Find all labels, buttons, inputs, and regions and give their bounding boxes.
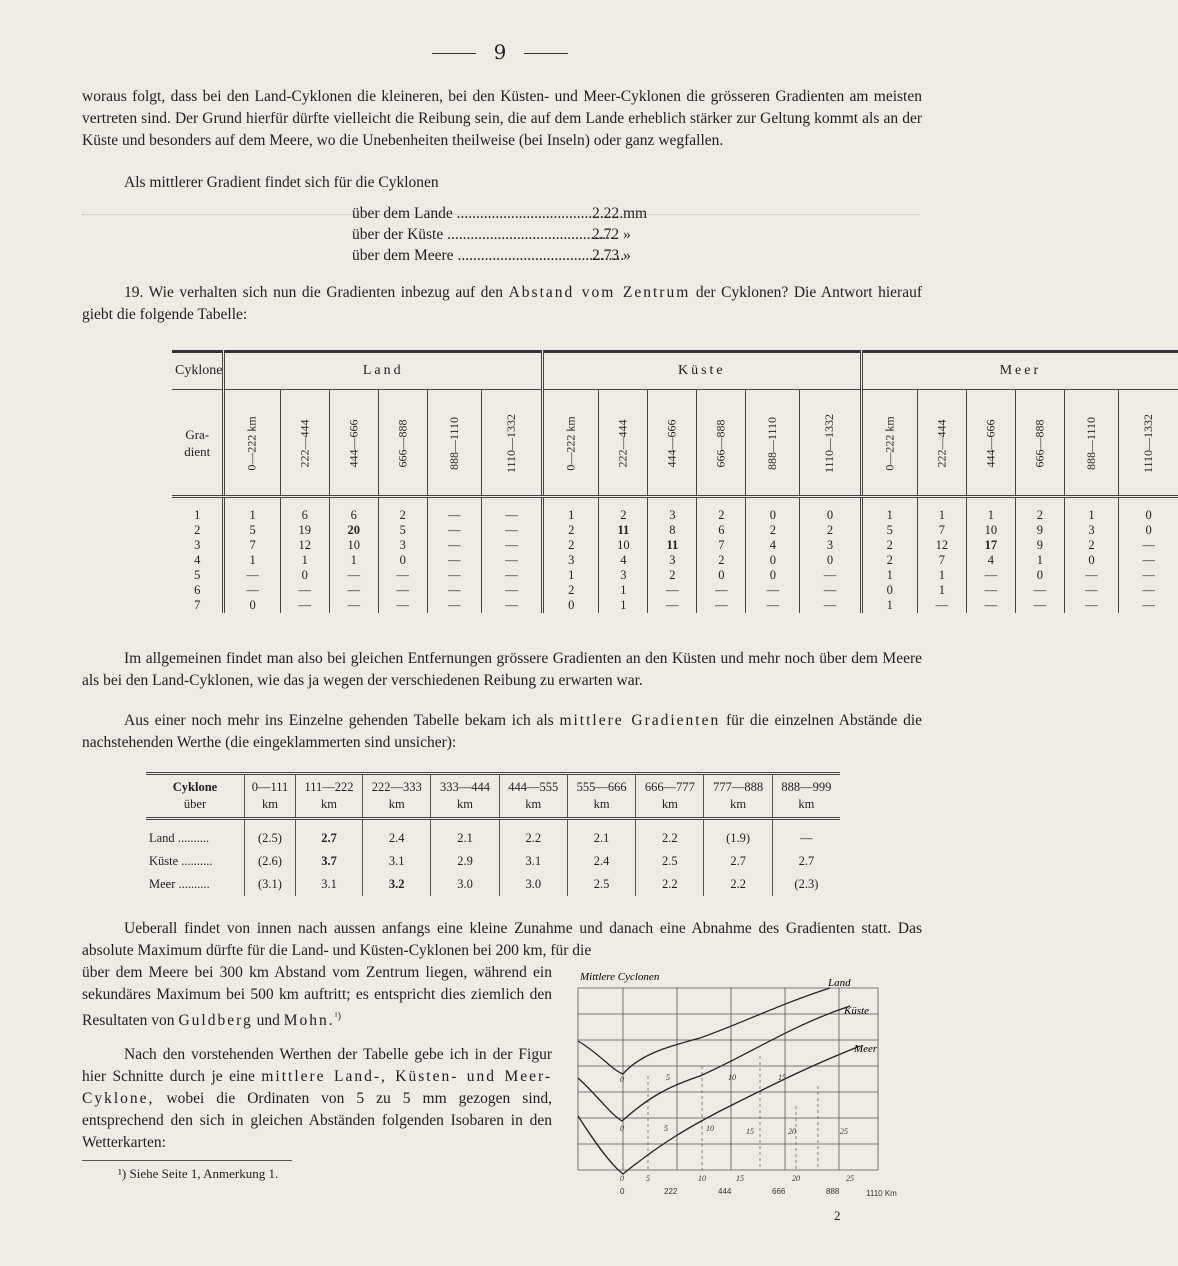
table-row — [172, 538, 1178, 553]
svg-text:888: 888 — [826, 1187, 840, 1196]
table-cell: 1 — [543, 568, 599, 583]
svg-text:222: 222 — [664, 1187, 678, 1196]
gradient-cell: 1 — [194, 508, 201, 522]
table-cell: 3 — [378, 538, 427, 553]
paragraph-5: Aus einer noch mehr ins Einzelne gehenden Tabelle bekam ich als mittlere Gradienten für die einzelnen Abstände die nachstehenden Werthe (die eingeklammerten sind unsicher): — [82, 712, 923, 751]
table-cell: 2 — [746, 523, 800, 538]
table-cell: 7 — [224, 538, 280, 553]
table-cell: — — [746, 583, 800, 598]
table-cell: 12 — [917, 538, 966, 553]
table-cell: 4 — [966, 553, 1015, 568]
table-cell: 0 — [746, 553, 800, 568]
gradient-distance-table: Cyklone Land Küste Meer Gra- dient 0—222 km 222—444 444—666 666—888 888—1110 1110—1332 0—222 km 222—444 444—666 666—888 888—1110 1110—1332 0—222 km 222—444 444—666 666—888 888—1110 1110—1332 1 1 6 6 2 — — 1 2 3 2 0 0 1 1 1 2 1 0 2 5 19 20 5 — — 2 11 8 6 2 2 5 7 10 9 3 0 3 7 12 10 3 — — 2 10 11 7 4 3 2 12 17 9 2 — 4 1 1 1 0 — — 3 4 3 2 0 0 2 7 4 1 0 — 5 — 0 — — — — 1 3 2 0 0 — 1 1 — 0 — — 6 — — — — — — 2 1 — — — — 0 1 — — — — 7 0 — — — — — 0 1 — — — — 1 — — — — — — [172, 350, 1178, 613]
table-cell: — — [1119, 538, 1178, 553]
table-cell: 3.0 — [499, 873, 567, 896]
table-cell: 2 — [1015, 497, 1064, 524]
table-cell: 2 — [697, 553, 746, 568]
table-cell: — — [966, 568, 1015, 583]
table-row — [172, 583, 1178, 598]
table-cell: — — [1119, 583, 1178, 598]
table-cell: 11 — [599, 523, 648, 538]
table-cell: — — [481, 568, 542, 583]
row-label: Meer .......... — [149, 877, 210, 891]
table-cell: 2 — [543, 583, 599, 598]
table-cell: 1 — [1064, 497, 1118, 524]
page-number: 9 — [0, 40, 1000, 64]
svg-text:10: 10 — [706, 1124, 714, 1133]
table-cell: 1 — [861, 598, 917, 613]
svg-text:20: 20 — [788, 1127, 796, 1136]
table-cell: 1 — [917, 568, 966, 583]
table-cell: 1 — [861, 568, 917, 583]
paragraph-3: 19. Wie verhalten sich nun die Gradienten inbezug auf den Abstand vom Zentrum der Cyklonen? Die Antwort hierauf giebt die folgende Tabelle: — [82, 284, 923, 323]
table-cell: (2.5) — [245, 819, 296, 851]
table-cell: — — [1064, 598, 1118, 613]
table-cell: 0 — [1119, 523, 1178, 538]
table-cell: 3 — [648, 553, 697, 568]
svg-text:0: 0 — [620, 1187, 625, 1196]
table-cell: 11 — [648, 538, 697, 553]
table-cell: — — [1119, 553, 1178, 568]
table-cell: 3 — [648, 497, 697, 524]
table-cell: — — [280, 583, 329, 598]
table-cell: — — [648, 598, 697, 613]
table-cell: 10 — [329, 538, 378, 553]
table-row — [172, 568, 1178, 583]
table-cell: 2.4 — [363, 819, 431, 851]
table-cell: (1.9) — [704, 819, 772, 851]
table-cell: — — [917, 598, 966, 613]
table-cell: 3.1 — [363, 850, 431, 873]
svg-text:5: 5 — [664, 1124, 668, 1133]
svg-text:0: 0 — [620, 1124, 624, 1133]
table-row — [146, 819, 840, 851]
svg-text:15: 15 — [746, 1127, 754, 1136]
table-cell: — — [378, 598, 427, 613]
table-cell: — — [329, 583, 378, 598]
table-cell: (2.6) — [245, 850, 296, 873]
table-cell: 1 — [861, 497, 917, 524]
table-cell: — — [378, 568, 427, 583]
svg-text:25: 25 — [840, 1127, 848, 1136]
table-cell: 10 — [599, 538, 648, 553]
table-cell: 2.5 — [567, 873, 635, 896]
table-cell: 2 — [599, 497, 648, 524]
table-cell: — — [772, 819, 840, 851]
kueste-curve — [578, 1006, 850, 1121]
table-cell: 2.7 — [772, 850, 840, 873]
table-cell: — — [800, 598, 861, 613]
table-cell: — — [427, 598, 481, 613]
table-cell: 1 — [224, 553, 280, 568]
cyclone-profile-figure — [560, 966, 900, 1216]
table-cell: 19 — [280, 523, 329, 538]
mean-gradient-list — [352, 205, 662, 268]
table-cell: — — [1015, 598, 1064, 613]
table-cell: — — [648, 583, 697, 598]
table-cell: 3.7 — [295, 850, 362, 873]
table-cell: 9 — [1015, 538, 1064, 553]
table-cell: 2 — [800, 523, 861, 538]
table-cell: 2.2 — [636, 873, 704, 896]
svg-text:10: 10 — [728, 1073, 736, 1082]
table-cell: — — [481, 523, 542, 538]
svg-text:5: 5 — [666, 1073, 670, 1082]
table-cell: 2.1 — [431, 819, 499, 851]
table-cell: (3.1) — [245, 873, 296, 896]
table-cell: — — [1064, 568, 1118, 583]
table-row — [172, 553, 1178, 568]
table-cell: 2 — [1064, 538, 1118, 553]
table-cell: 3 — [1064, 523, 1118, 538]
gradient-cell: 5 — [194, 568, 201, 582]
table-cell: — — [481, 583, 542, 598]
mean-gradient-table: Cyklone über 0—111 km 111—222 km 222—333 km 333—444 km 444—555 km 555—666 km 666—777 km 777—888 km 888—999 km Land .......... (2.5) 2.7 2.4 2.1 2.2 2.1 2.2 (1.9) — Küste .......... (2.6) 3.7 3.1 2.9 3.1 2.4 2.5 2.7 2.7 Meer .......... (3.1) 3.1 3.2 3.0 3.0 2.5 2.2 2.2 (2.3) — [146, 772, 840, 896]
table-cell: 4 — [599, 553, 648, 568]
table-cell: 3 — [543, 553, 599, 568]
table-cell: 0 — [746, 568, 800, 583]
table-cell: — — [427, 568, 481, 583]
table-cell: 0 — [543, 598, 599, 613]
table-cell: 0 — [224, 598, 280, 613]
table-row — [172, 497, 1178, 524]
table-cell: — — [481, 497, 542, 524]
table-row — [146, 873, 840, 896]
table-cell: 17 — [966, 538, 1015, 553]
table-cell: 0 — [800, 497, 861, 524]
table-cell: — — [800, 583, 861, 598]
table-cell: 6 — [329, 497, 378, 524]
svg-text:444: 444 — [718, 1187, 732, 1196]
table-cell: 2 — [543, 523, 599, 538]
table-cell: 7 — [697, 538, 746, 553]
paragraph-6: Ueberall findet von innen nach aussen anfangs eine kleine Zunahme und danach eine Abnahme des Gradienten statt. Das absolute Maximum dürfte für die Land- und Küsten-Cyklonen bei 200 km, für die — [82, 920, 922, 959]
table-cell: — — [966, 583, 1015, 598]
table-cell: — — [966, 598, 1015, 613]
table-cell: 1 — [280, 553, 329, 568]
table-cell: 0 — [800, 553, 861, 568]
table-cell: 2.1 — [567, 819, 635, 851]
paragraph-7: über dem Meere bei 300 km Abstand vom Zentrum liegen, während ein sekundäres Maximum bei 500 km auftritt; es entspricht dies ziemlich den Resultaten von Guldberg und Mohn.$^{^1)}$ — [82, 964, 552, 1030]
table-cell: — — [1015, 583, 1064, 598]
table-cell: 2 — [861, 538, 917, 553]
table-cell: 2 — [697, 497, 746, 524]
row-label: Land .......... — [149, 831, 210, 845]
footnote: ¹) Siehe Seite 1, Anmerkung 1. — [118, 1166, 279, 1181]
figure-title: Mittlere Cyclonen — [580, 971, 660, 983]
table-cell: 5 — [861, 523, 917, 538]
table-cell: 2.2 — [636, 819, 704, 851]
table-cell: — — [427, 497, 481, 524]
svg-text:15: 15 — [736, 1174, 744, 1183]
table-cell: 0 — [1119, 497, 1178, 524]
table-cell: 8 — [648, 523, 697, 538]
gradient-row: über dem Meere ..... 2.73 » — [352, 247, 662, 268]
table-cell: 0 — [378, 553, 427, 568]
table-cell: 2.7 — [295, 819, 362, 851]
sheet-signature: 2 — [834, 1208, 841, 1223]
table-cell: — — [800, 568, 861, 583]
svg-text:666: 666 — [772, 1187, 786, 1196]
table-cell: 1 — [1015, 553, 1064, 568]
table-cell: 6 — [280, 497, 329, 524]
gradient-row: über der Küste ..... 2.72 » — [352, 226, 662, 247]
table-cell: 4 — [746, 538, 800, 553]
table-cell: — — [329, 598, 378, 613]
svg-text:0: 0 — [620, 1174, 624, 1183]
table-cell: 2.4 — [567, 850, 635, 873]
table-cell: 1 — [966, 497, 1015, 524]
paragraph-8: Nach den vorstehenden Werthen der Tabelle gebe ich in der Figur hier Schnitte durch je eine mittlere Land-, Küsten- und Meer-Cyklone, wobei die Ordinaten von 5 zu 5 mm gezogen sind, entsprechend den sich in gleichen Abständen folgenden Isobaren in den Wetterkarten: — [82, 1046, 553, 1151]
paragraph-4: Im allgemeinen findet man also bei gleichen Entfernungen grössere Gradienten an den Küsten und mehr noch über dem Meere als bei den Land-Cyklonen, wie das ja wegen der verschiedenen Reibung zu erwarten war. — [82, 650, 922, 689]
land-curve — [578, 988, 830, 1074]
svg-text:10: 10 — [698, 1174, 706, 1183]
table-cell: 3.1 — [499, 850, 567, 873]
gradient-cell: 2 — [194, 523, 201, 537]
row-label: Küste .......... — [149, 854, 213, 868]
svg-text:0: 0 — [620, 1075, 624, 1084]
svg-text:1110 Km: 1110 Km — [866, 1189, 897, 1198]
table-cell: — — [329, 568, 378, 583]
table-cell: 2.2 — [704, 873, 772, 896]
table-cell: — — [1064, 583, 1118, 598]
table-cell: — — [697, 598, 746, 613]
table-cell: 2.7 — [704, 850, 772, 873]
table-cell: 3.1 — [295, 873, 362, 896]
table-cell: — — [427, 583, 481, 598]
table-cell: — — [427, 553, 481, 568]
gradient-cell: 6 — [194, 583, 201, 597]
table-cell: 9 — [1015, 523, 1064, 538]
table-cell: 0 — [1064, 553, 1118, 568]
table-cell: 0 — [1015, 568, 1064, 583]
table-cell: 1 — [599, 583, 648, 598]
table-cell: 0 — [746, 497, 800, 524]
table-cell: — — [481, 538, 542, 553]
table-cell: 2 — [861, 553, 917, 568]
table-cell: — — [427, 538, 481, 553]
gradient-row: über dem Lande ..... 2.22 mm — [352, 205, 662, 226]
table-cell: 20 — [329, 523, 378, 538]
table-cell: 6 — [697, 523, 746, 538]
table-cell: 1 — [917, 583, 966, 598]
gradient-cell: 7 — [194, 598, 201, 612]
table-cell: 5 — [224, 523, 280, 538]
table-cell: 1 — [917, 497, 966, 524]
table-row — [146, 850, 840, 873]
svg-text:25: 25 — [846, 1174, 854, 1183]
table-cell: 7 — [917, 523, 966, 538]
land-label: Land — [828, 977, 851, 989]
kueste-label: Küste — [844, 1005, 870, 1017]
table-cell: 2.9 — [431, 850, 499, 873]
table-cell: 0 — [861, 583, 917, 598]
paragraph-1: woraus folgt, dass bei den Land-Cyklonen die kleineren, bei den Küsten- und Meer-Cyklonen die grösseren Gradienten am meisten vertreten sind. Der Grund hierfür dürfte vielleicht die Reibung sein, die auf dem Lande erheblich stärker zur Geltung kommt als an der Küste und besonders auf dem Meere, wo die Unebenheiten theilweise (bei Inseln) oder ganz wegfallen. — [82, 88, 922, 149]
table-cell: — — [280, 598, 329, 613]
table-cell: (2.3) — [772, 873, 840, 896]
svg-text:15: 15 — [778, 1073, 786, 1082]
table-cell: — — [224, 583, 280, 598]
table-cell: 1 — [543, 497, 599, 524]
table-cell: 10 — [966, 523, 1015, 538]
table-cell: 3.0 — [431, 873, 499, 896]
table-cell: 2 — [648, 568, 697, 583]
table-row — [172, 523, 1178, 538]
table-cell: 1 — [599, 598, 648, 613]
table-cell: 0 — [280, 568, 329, 583]
gradient-cell: 3 — [194, 538, 201, 552]
table-cell: — — [481, 553, 542, 568]
table-cell: — — [1119, 568, 1178, 583]
table-cell: 3 — [800, 538, 861, 553]
svg-text:20: 20 — [792, 1174, 800, 1183]
table-cell: 3 — [599, 568, 648, 583]
table-cell: — — [481, 598, 542, 613]
table-cell: 2.5 — [636, 850, 704, 873]
table-cell: 5 — [378, 523, 427, 538]
table-cell: 2.2 — [499, 819, 567, 851]
table-cell: — — [1119, 598, 1178, 613]
table-cell: 12 — [280, 538, 329, 553]
table-cell: — — [746, 598, 800, 613]
svg-text:5: 5 — [646, 1174, 650, 1183]
gradient-cell: 4 — [194, 553, 201, 567]
table-cell: 2 — [378, 497, 427, 524]
paragraph-2: Als mittlerer Gradient findet sich für die Cyklonen — [124, 174, 439, 191]
table-cell: — — [378, 583, 427, 598]
table-cell: 2 — [543, 538, 599, 553]
table-cell: 0 — [697, 568, 746, 583]
table-cell: — — [427, 523, 481, 538]
table-cell: 3.2 — [363, 873, 431, 896]
table-cell: 1 — [224, 497, 280, 524]
table-cell: 7 — [917, 553, 966, 568]
table-cell: — — [697, 583, 746, 598]
table-row — [172, 598, 1178, 613]
table-cell: — — [224, 568, 280, 583]
table-cell: 1 — [329, 553, 378, 568]
meer-label: Meer — [854, 1043, 878, 1055]
